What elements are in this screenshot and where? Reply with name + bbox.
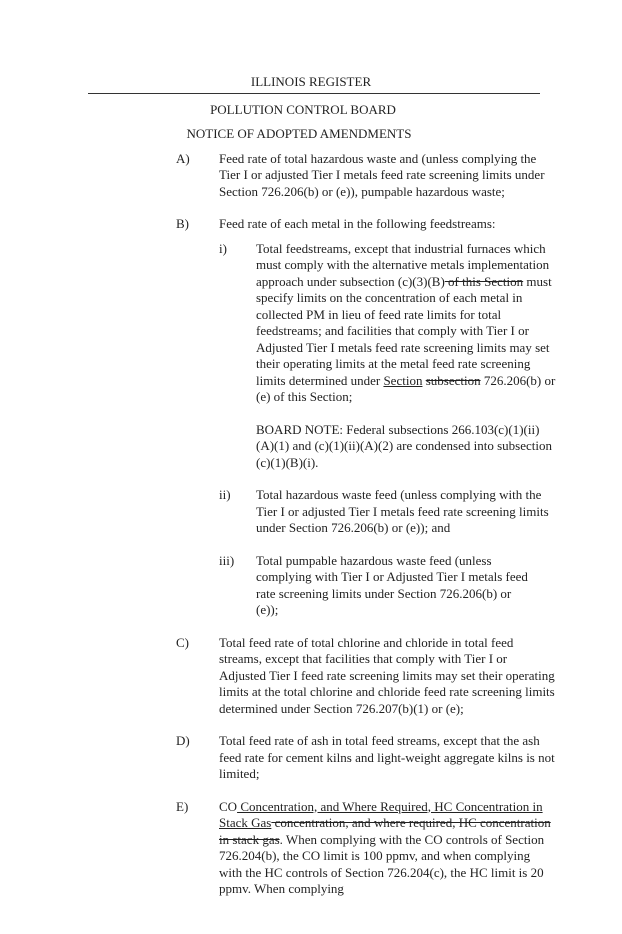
deleted-text: subsection [425,372,481,388]
item-bi-text [256,241,556,406]
item-biii-label: iii) [219,552,235,568]
item-b [176,216,556,233]
item-bii [219,487,556,537]
notice-title: NOTICE OF ADOPTED AMENDMENTS [186,126,412,141]
item-a [176,151,556,201]
register-header: ILLINOIS REGISTER [250,74,372,89]
item-d [176,733,556,783]
board-title: POLLUTION CONTROL BOARD [210,101,396,117]
item-bii-label: ii) [219,487,231,502]
item-e-text [219,799,556,898]
item-b-text: Feed rate of each metal in the following feedstreams: [219,216,496,231]
item-c-text: Total feed rate of total chlorine and chloride in total feed streams, except that facilities that comply with Tier I or Adjusted Tier I feed rate screening limits may set their operating limits at the total chlorine and chloride feed rate screening limits determined under Section 726.207(b)(1) or (e); [219,634,555,716]
item-d-text: Total feed rate of ash in total feed streams, except that the ash feed rate for cement kilns and light-weight aggregate kilns is not limited; [219,733,555,781]
item-bi [219,241,556,406]
added-text: Section [383,372,423,388]
item-bii-text: Total hazardous waste feed (unless complying with the Tier I or adjusted Tier I metals feed rate screening limits under Section 726.206(b) or (e)); and [256,487,549,535]
text-run: 726.206(b) or (e) of this Section; [256,372,556,404]
item-a-text: Feed rate of total hazardous waste and (unless complying the Tier I or adjusted Tier I metals feed rate screening limits under Section 726.206(b) or (e)), pumpable hazardous waste; [219,150,545,199]
item-a-label: A) [176,150,190,166]
item-biii-text: Total pumpable hazardous waste feed (unless complying with Tier I or Adjusted Tier I metals feed rate screening limits under Section 726.206(b) or (e)); [256,552,528,617]
header-rule [88,93,540,94]
item-biii [219,553,556,619]
text-run: . When complying with the CO controls of Section 726.204(b), the CO limit is 100 ppmv, and when complying with the HC controls of Section 726.204(c), the HC limit is 20 ppmv. When complying [219,831,545,896]
text-run: Total feedstreams, except that industrial furnaces which must comply with the alternative metals implementation approach under subsection (c)(3)(B) [256,240,550,289]
item-d-label: D) [176,733,190,748]
item-b-label: B) [176,216,189,231]
item-bi-label: i) [219,240,227,256]
deleted-text: of this Section [444,273,524,289]
added-text: Concentration, and Where Required, HC Concentration in Stack Gas [219,798,543,830]
text-run: CO [219,798,238,814]
document-body [176,151,556,898]
deleted-text: concentration, and where required, HC concentration in stack gas [219,815,551,847]
item-e [176,799,556,898]
item-e-label: E) [176,798,189,814]
board-note: BOARD NOTE: Federal subsections 266.103(c)(1)(ii)(A)(1) and (c)(1)(ii)(A)(2) are condensed into subsection (c)(1)(B)(i). [256,421,552,470]
item-c-label: C) [176,634,189,650]
item-c [176,635,556,718]
text-run: must specify limits on the concentration of each metal in collected PM in lieu of feed rate limits for total feedstreams; and facilities that comply with Tier I or Adjusted Tier I metals feed rate screening limits may set their operating limits at the metal feed rate screening limits determined under [256,273,552,388]
